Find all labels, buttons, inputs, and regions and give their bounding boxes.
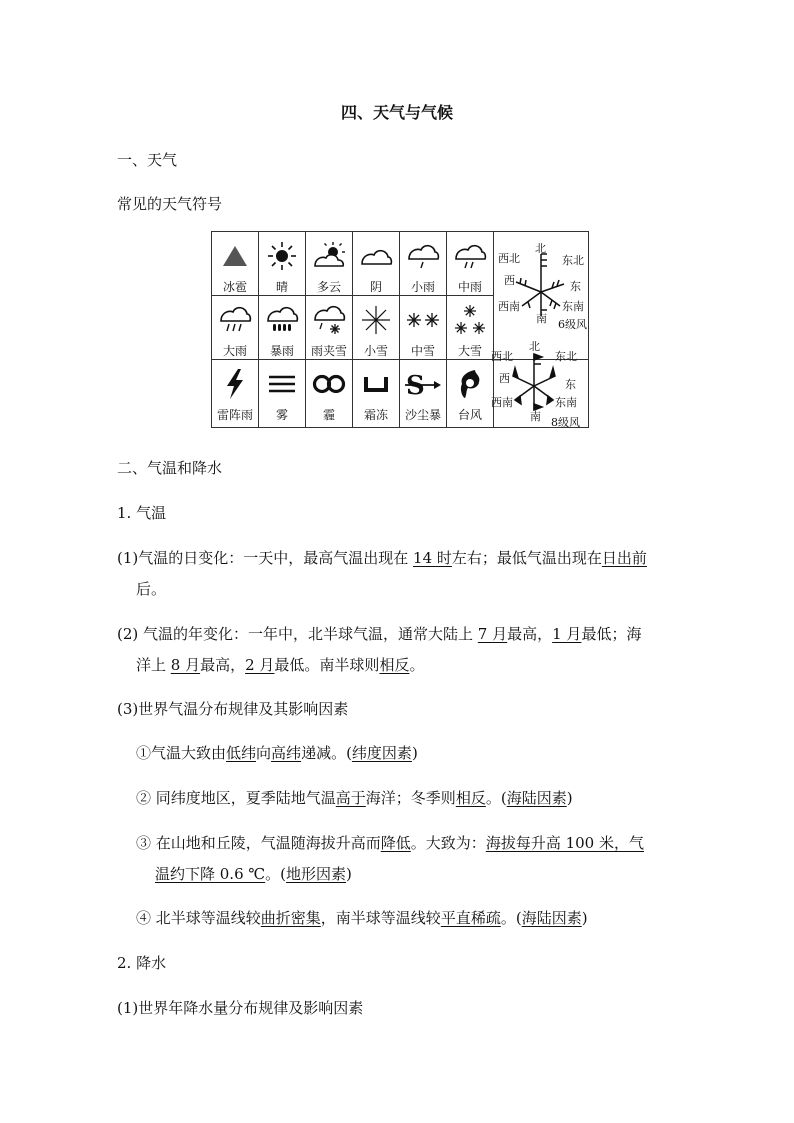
symbol-label: 暴雨 [269,344,294,358]
sleet-icon [312,304,346,336]
symbol-label: 晴 [275,280,288,294]
list-item: ④ 北半球等温线较曲折密集，南半球等温线较平直稀疏。(海陆因素) [136,909,588,927]
wind-direction-w: 西 [504,274,515,287]
wind-direction-sw: 西南 [498,300,520,313]
paragraph-daily-variation-cont: 后。 [136,580,167,598]
symbol-cell-heavy-rain [212,296,259,360]
wind-direction-w: 西 [499,372,510,385]
paragraph-daily-variation: (1)气温的日变化：一天中，最高气温出现在 14 时左右；最低气温出现在日出前 [117,549,647,567]
paragraph-distribution-heading: (3)世界气温分布规律及其影响因素 [117,700,349,718]
symbol-label: 小雨 [410,280,435,294]
symbol-cell-light-rain [400,232,447,296]
symbol-label: 多云 [316,280,341,294]
paragraph-annual-variation-cont: 洋上 8 月最高，2 月最低。南半球则相反。 [136,656,425,674]
symbol-label: 小雪 [363,344,388,358]
wind-direction-s: 南 [530,410,541,423]
wind-direction-n: 北 [529,340,540,353]
symbol-label: 沙尘暴 [404,408,441,422]
sun-icon [266,240,298,272]
moderate-rain-icon [453,241,487,271]
symbol-cell-haze [306,360,353,428]
rainstorm-icon [265,305,299,335]
wind-direction-sw: 西南 [491,396,513,409]
fog-icon [267,373,297,395]
overcast-cloud-icon [359,244,393,268]
wind-direction-e: 东 [570,280,581,293]
symbol-cell-light-snow [353,296,400,360]
symbol-cell-sunny [259,232,306,296]
weather-symbols-subheading: 常见的天气符号 [117,195,223,213]
lightning-icon [223,368,247,400]
symbol-label: 大雪 [457,344,482,358]
symbol-cell-rainstorm [259,296,306,360]
list-item: ③ 在山地和丘陵，气温随海拔升高而降低。大致为：海拔每升高 100 米，气 [136,834,644,852]
symbol-cell-moderate-rain [447,232,494,296]
symbol-cell-sandstorm [400,360,447,428]
wind-direction-n: 北 [535,242,546,255]
hail-icon [220,243,250,269]
wind-direction-nw: 西北 [498,252,520,265]
light-snow-icon [360,304,392,336]
partly-cloudy-icon [311,240,347,272]
symbol-label: 冰雹 [222,280,247,294]
symbol-label: 中雪 [410,344,435,358]
symbol-label: 中雨 [457,280,482,294]
symbol-cell-frost [353,360,400,428]
heavy-snow-icon [453,303,487,337]
list-item-cont: 温约下降 0.6 ℃。(地形因素) [155,865,352,883]
symbol-cell-sleet [306,296,353,360]
wind-direction-e: 东 [565,378,576,391]
wind-level-label: 6级风 [558,318,587,331]
symbol-label: 雷阵雨 [216,408,253,422]
symbol-cell-hail [212,232,259,296]
typhoon-icon [455,368,485,400]
section-temp-precip-heading: 二、气温和降水 [117,459,223,477]
symbol-label: 阴 [369,280,382,294]
wind-direction-se: 东南 [562,300,584,313]
svg-text:S: S [406,371,425,399]
moderate-snow-icon [405,310,441,330]
symbol-label: 霜冻 [363,408,388,422]
temperature-heading: 1. 气温 [117,504,167,522]
list-item: ①气温大致由低纬向高纬递减。(纬度因素) [136,744,418,762]
frost-icon [362,374,390,394]
page-title: 四、天气与气候 [340,103,453,122]
wind-direction-s: 南 [536,312,547,325]
sandstorm-icon [403,369,443,399]
symbol-cell-moderate-snow [400,296,447,360]
symbol-label: 台风 [457,408,482,422]
symbol-cell-cloudy [306,232,353,296]
heavy-rain-icon [218,305,252,335]
precipitation-heading: 2. 降水 [117,954,167,972]
wind-direction-se: 东南 [555,396,577,409]
symbol-cell-overcast [353,232,400,296]
wind-direction-ne: 东北 [555,350,577,363]
list-item: ② 同纬度地区，夏季陆地气温高于海洋；冬季则相反。(海陆因素) [136,789,573,807]
wind-direction-nw: 西北 [491,350,513,363]
light-rain-icon [406,241,440,271]
wind-diagram-8 [487,340,581,432]
symbol-label: 霾 [322,408,335,422]
symbol-label: 大雨 [222,344,247,358]
symbol-cell-thunderstorm [212,360,259,428]
wind-level-label: 8级风 [551,416,580,429]
haze-icon [311,373,347,395]
wind-direction-ne: 东北 [562,254,584,267]
section-weather-heading: 一、天气 [117,151,178,169]
paragraph-precip-distribution: (1)世界年降水量分布规律及影响因素 [117,999,364,1017]
paragraph-annual-variation: (2) 气温的年变化：一年中，北半球气温，通常大陆上 7 月最高，1 月最低；海 [117,625,642,643]
symbol-label: 雾 [275,408,288,422]
symbol-cell-fog [259,360,306,428]
symbol-label: 雨夹雪 [310,344,347,358]
